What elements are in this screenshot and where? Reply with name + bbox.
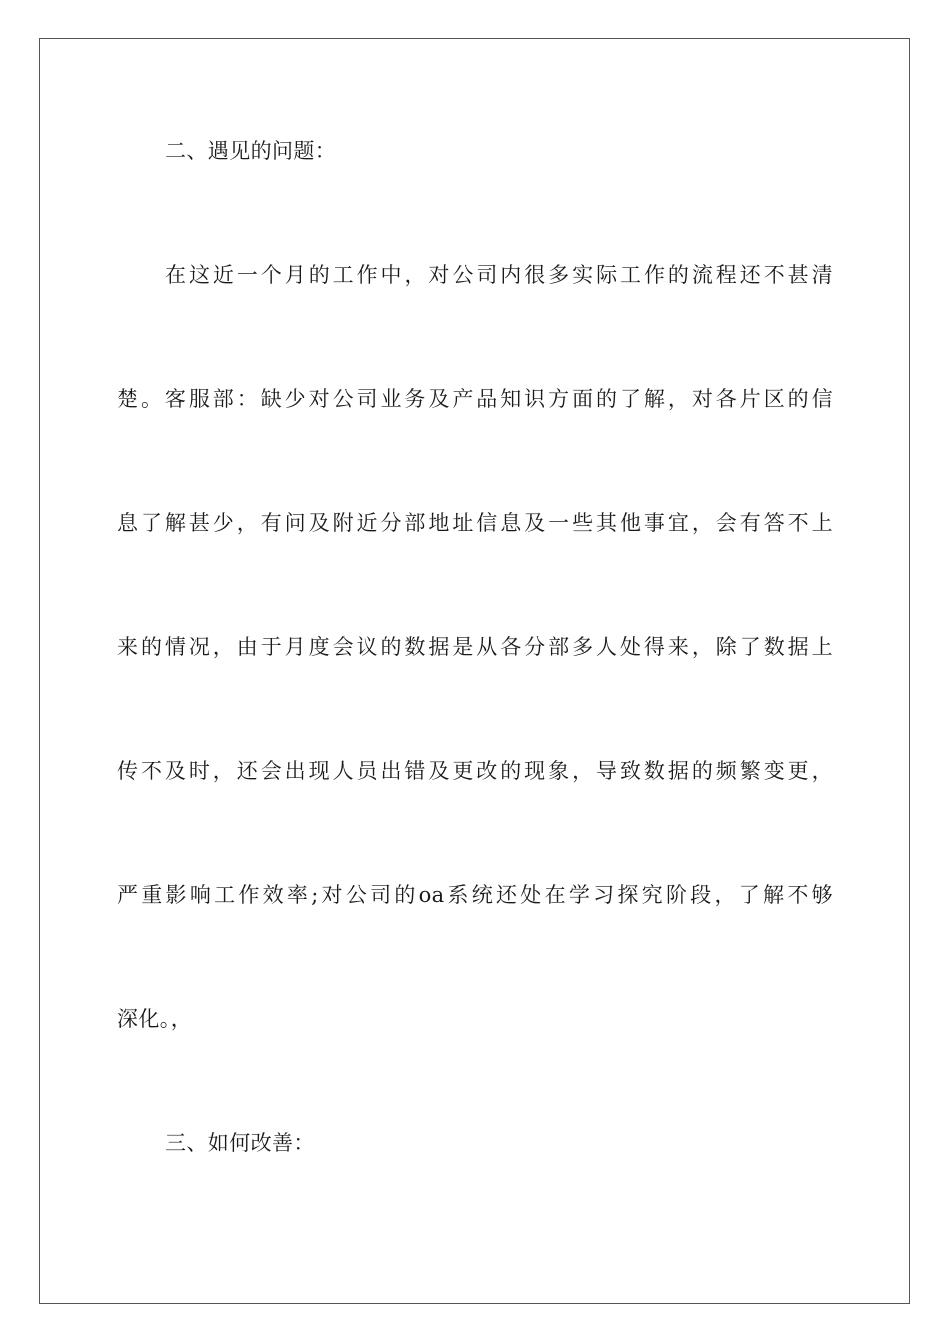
paragraph-line-1: 在这近一个月的工作中，对公司内很多实际工作的流程还不甚清 — [165, 263, 833, 287]
paragraph-line-2: 楚。客服部：缺少对公司业务及产品知识方面的了解，对各片区的信 — [117, 387, 833, 411]
section-heading-improvement: 三、如何改善： — [165, 1131, 315, 1155]
section-heading-problems: 二、遇见的问题： — [165, 139, 337, 163]
paragraph-line-5: 传不及时，还会出现人员出错及更改的现象，导致数据的频繁变更， — [117, 759, 833, 783]
paragraph-line-3: 息了解甚少，有问及附近分部地址信息及一些其他事宜，会有答不上 — [117, 511, 833, 535]
page-border — [39, 38, 910, 1304]
paragraph-line-4: 来的情况，由于月度会议的数据是从各分部多人处得来，除了数据上 — [117, 635, 833, 659]
paragraph-line-7: 深化。， — [117, 1007, 193, 1031]
paragraph-line-6: 严重影响工作效率;对公司的oa系统还处在学习探究阶段，了解不够 — [117, 883, 833, 907]
